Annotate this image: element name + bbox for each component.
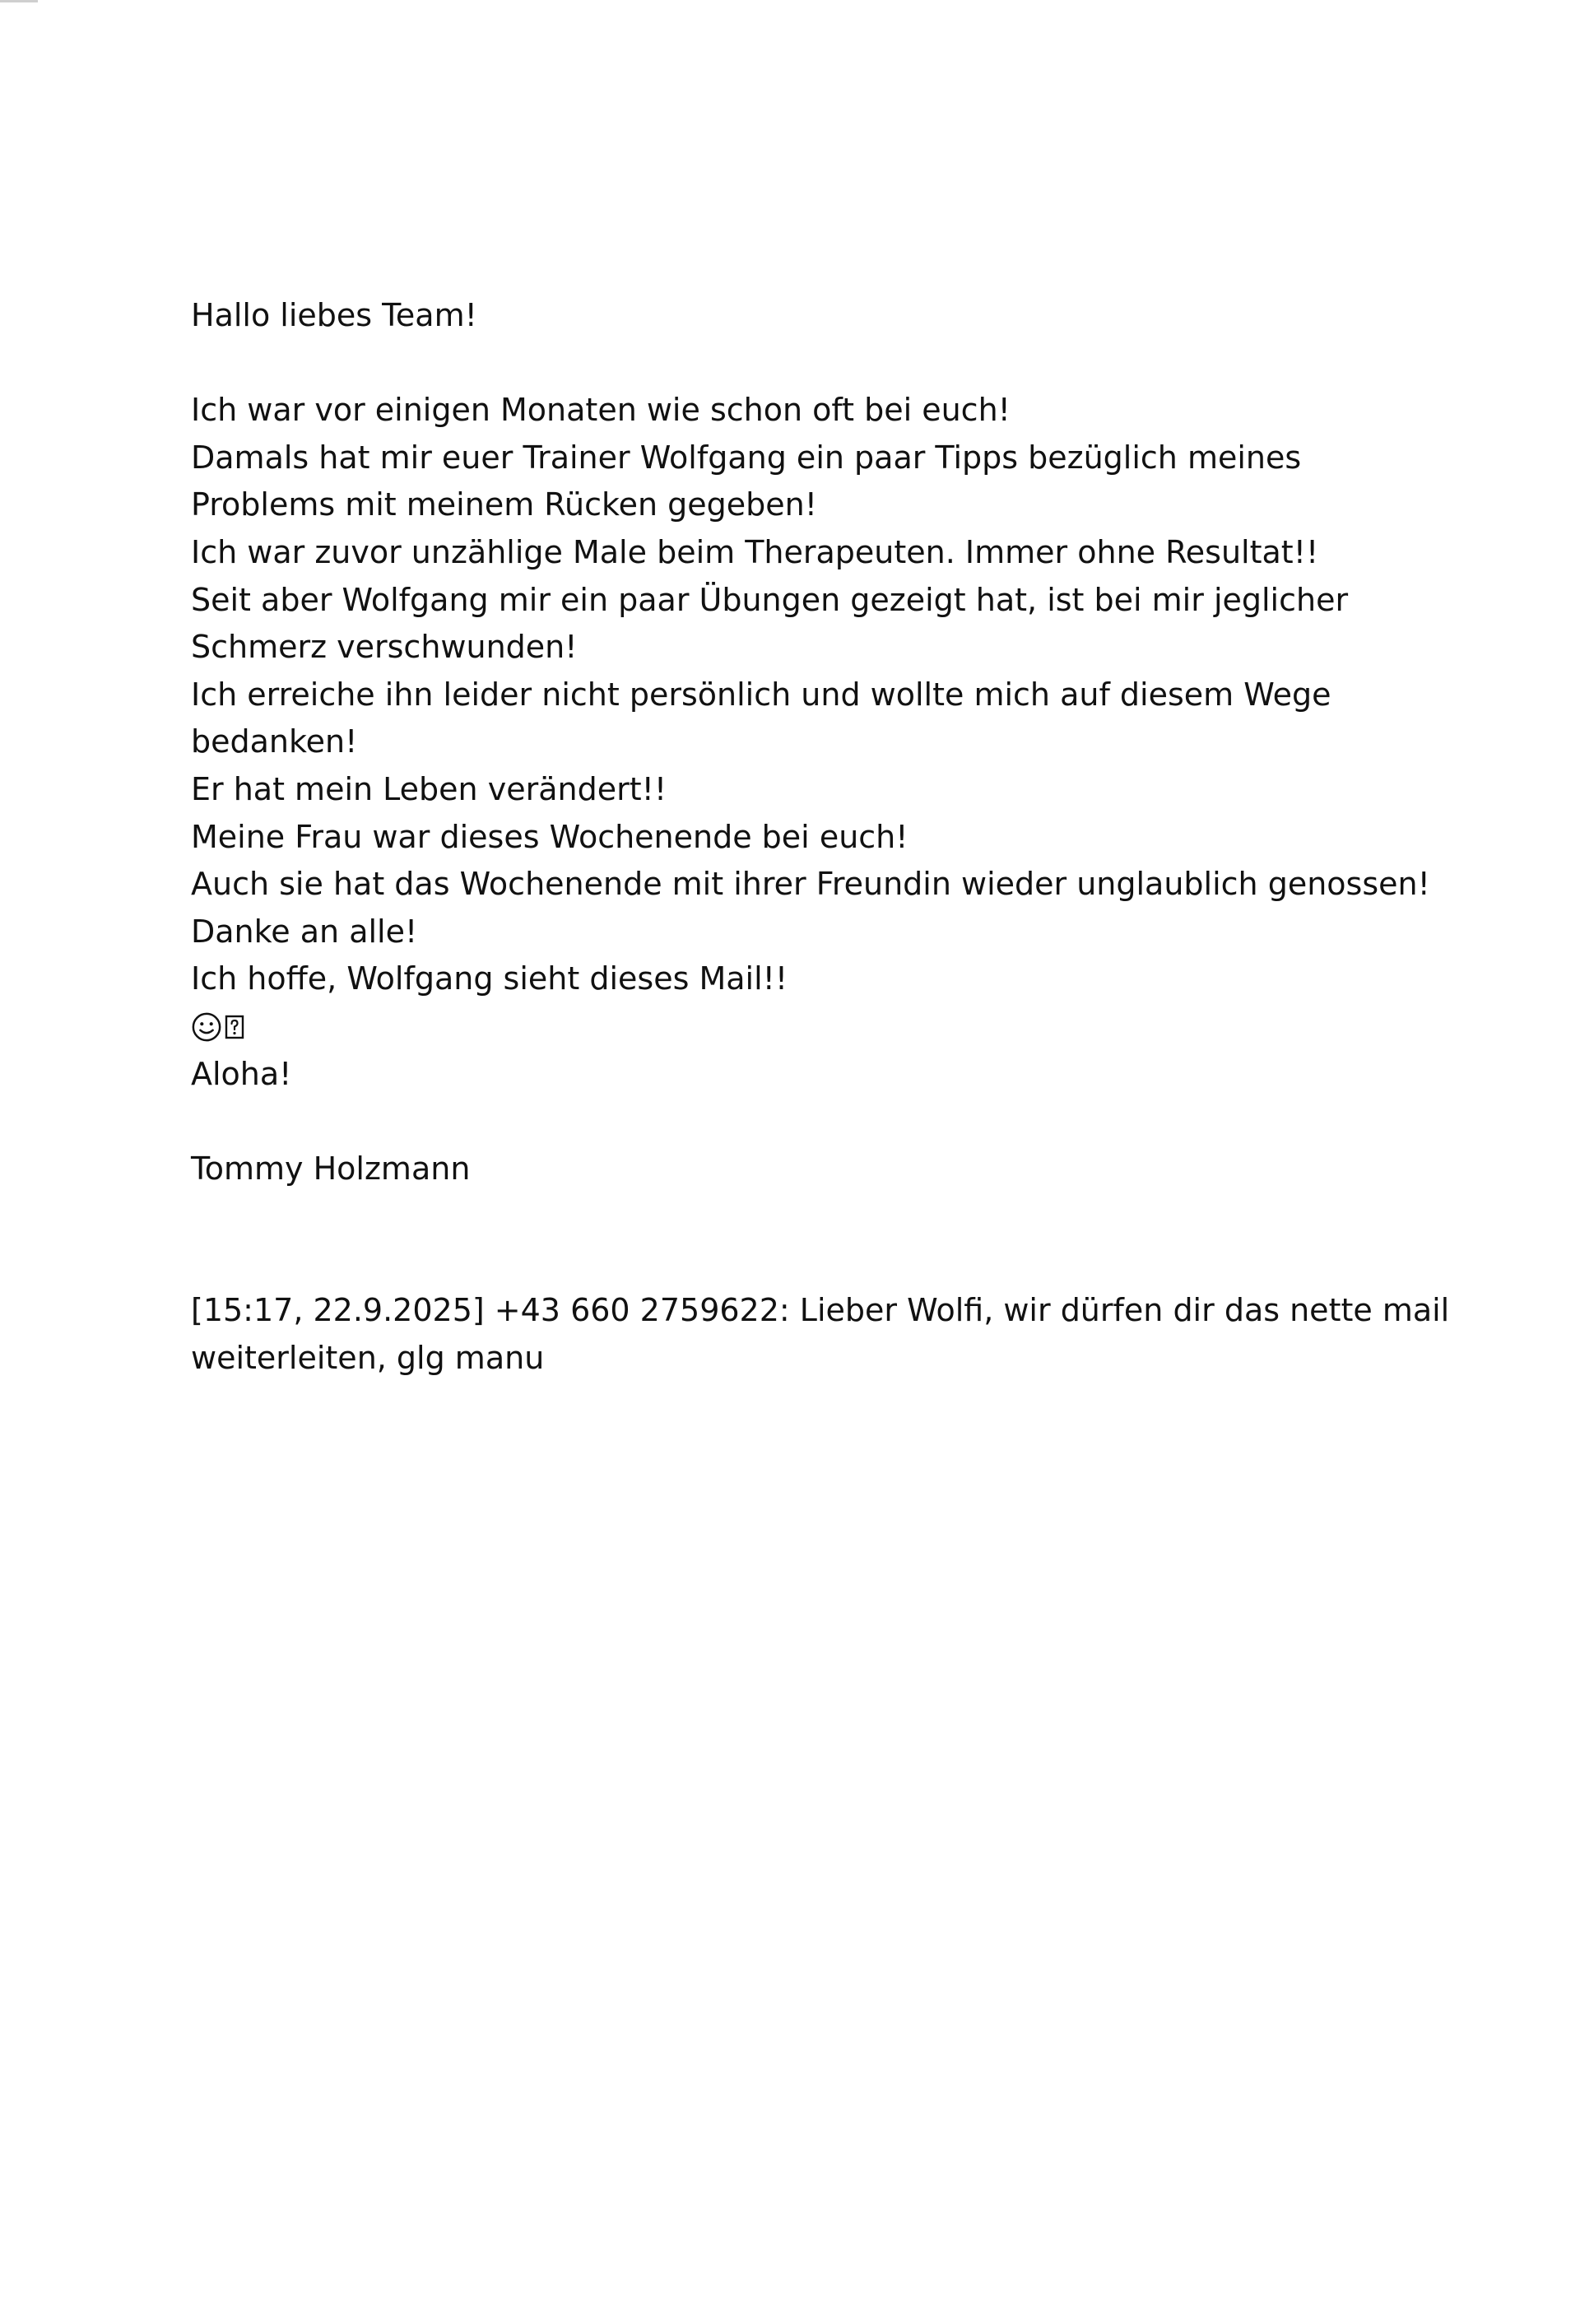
paragraph-gap (191, 340, 1475, 388)
letter-line: Ich erreiche ihn leider nicht persönlich und wollte mich auf diesem Wege (191, 676, 1331, 713)
letter-line: Danke an alle! (191, 913, 418, 950)
letter-line: Meine Frau war dieses Wochenende bei euch! (191, 818, 908, 855)
paragraph-gap (191, 1098, 1475, 1146)
forward-note-line: [15:17, 22.9.2025] +43 660 2759622: Lieber Wolfi, wir dürfen dir das nette mail (191, 1292, 1450, 1329)
letter-line: Er hat mein Leben verändert!! (191, 770, 667, 807)
letter-line: Ich hoffe, Wolfgang sieht dieses Mail!! (191, 960, 788, 997)
letter-line: Problems mit meinem Rücken gegeben! (191, 486, 817, 523)
letter-closing: Aloha! (191, 1055, 292, 1092)
emoji-line (191, 1003, 1475, 1051)
letter-line: Schmerz verschwunden! (191, 629, 578, 666)
letter-line: Ich war vor einigen Monaten wie schon oft bei euch! (191, 392, 1011, 429)
forward-note-line: weiterleiten, glg manu (191, 1339, 545, 1376)
missing-glyph-icon (225, 1014, 244, 1040)
letter-line: Ich war zuvor unzählige Male beim Therapeuten. Immer ohne Resultat!! (191, 533, 1319, 570)
letter-greeting: Hallo liebes Team! (191, 297, 477, 333)
scan-edge-mark (0, 0, 38, 2)
letter-signature: Tommy Holzmann (191, 1150, 471, 1187)
paragraph-gap (191, 1192, 1475, 1287)
letter-line: Auch sie hat das Wochenende mit ihrer Freundin wieder unglaublich genossen! (191, 866, 1430, 903)
smiley-face-icon (191, 1011, 222, 1043)
letter-line: bedanken! (191, 723, 358, 760)
letter-line: Damals hat mir euer Trainer Wolfgang ein paar Tipps bezüglich meines (191, 439, 1302, 476)
letter-body (191, 292, 1475, 1382)
letter-line: Seit aber Wolfgang mir ein paar Übungen gezeigt hat, ist bei mir jeglicher (191, 581, 1349, 618)
